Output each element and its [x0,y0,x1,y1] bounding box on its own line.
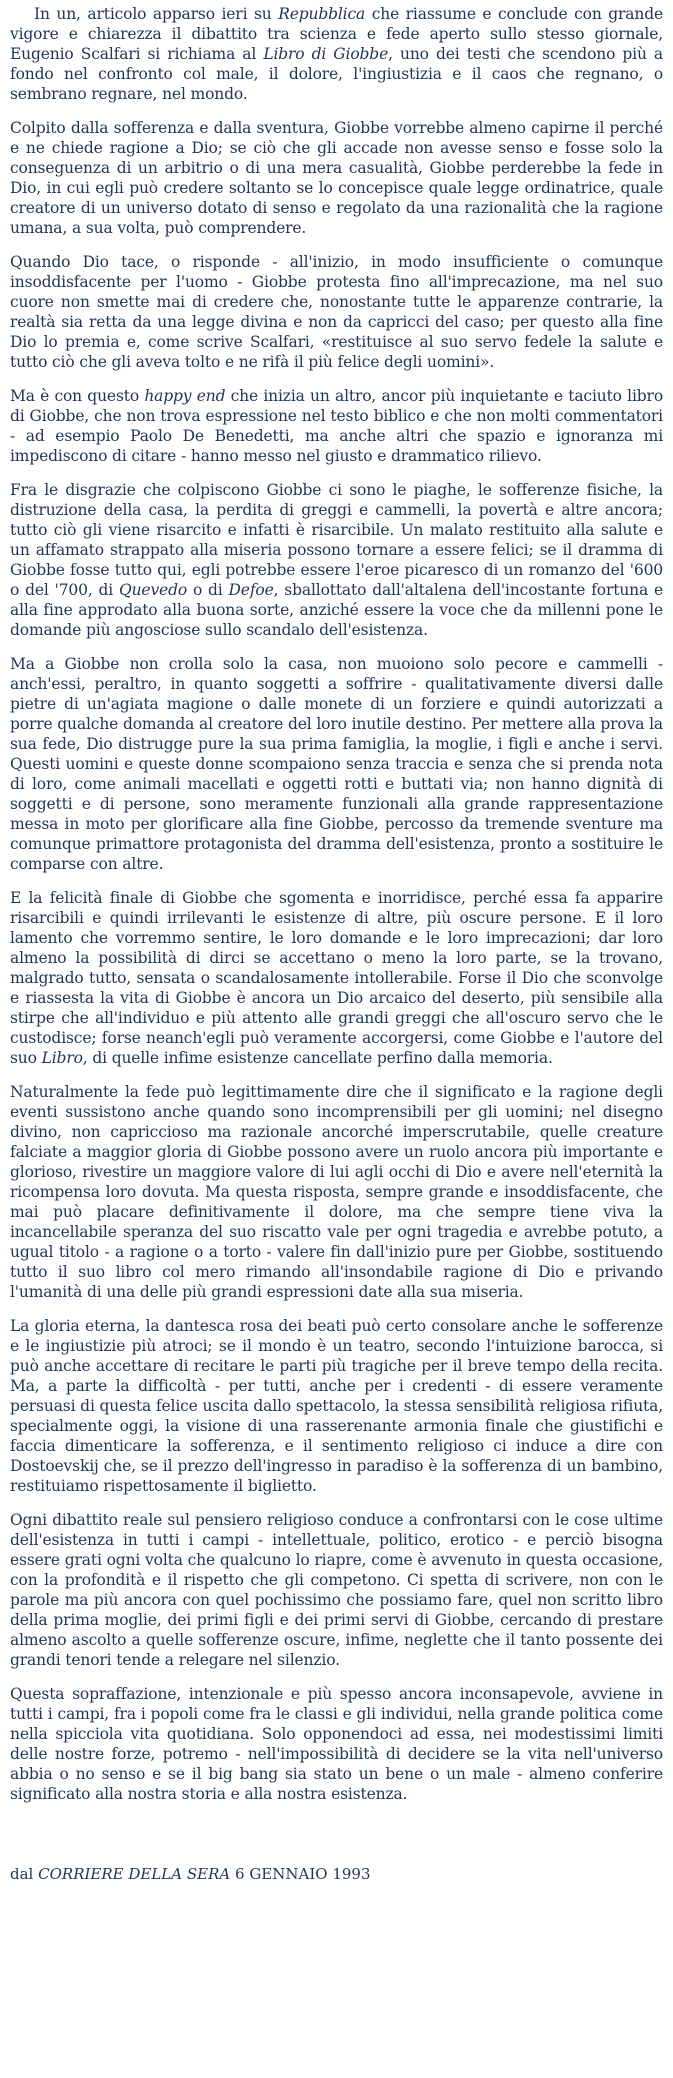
paragraph-text: Colpito dalla sofferenza e dalla sventura, Giobbe vorrebbe almeno capirne il perché e ne chiede ragione a Dio; se ciò che gli accade non avesse senso e fosse solo la conseguenza di un arbitrio o di una mera casualità, Giobbe perderebbe la fede in Dio, in cui egli può credere soltanto se lo concepisce quale legge ordinatrice, quale creatore di un universo dotato di senso e regolato da una razionalità che la ragione umana, a sua volta, può comprendere. [10,119,663,237]
paragraph-text: Ma è con questo [10,387,145,405]
paragraph-text: , uno dei testi che scendono più a fondo nel confronto col male, il dolore, l'ingiustizia e il caos che regnano, o sembrano regnare, nel mondo. [10,45,663,103]
italic-text: Libro di Giobbe [263,45,389,63]
italic-text: Repubblica [278,5,366,23]
article-paragraph [10,1082,663,1302]
paragraph-text: , sballottato dall'altalena dell'incostante fortuna e alla fine approdato alla buona sorte, anziché essere la voce che da millenni pone le domande più angosciose sullo scandalo dell'esistenza. [10,581,664,639]
paragraph-text: , di quelle infime esistenze cancellate perfino dalla memoria. [82,1049,553,1067]
article-paragraph [10,4,663,104]
article-paragraph [10,386,663,466]
article-source [10,1864,663,1884]
article-paragraph [10,888,663,1068]
source-date: 6 GENNAIO 1993 [230,1865,371,1883]
article-paragraph [10,1510,663,1670]
article-paragraph [10,480,663,640]
source-prefix: dal [10,1865,39,1883]
paragraph-text: E la felicità finale di Giobbe che sgomenta e inorridisce, perché essa fa apparire risarcibili e quindi irrilevanti le esistenze di altre, più oscure persone. E il loro lamento che vorremmo sentire, le loro domande e le loro imprecazioni; dar loro almeno la possibilità di dirci se accettano o meno la loro parte, se la trovano, malgrado tutto, sensata o scandalosamente intollerabile. Forse il Dio che sconvolge e riassesta la vita di Giobbe è ancora un Dio arcaico del deserto, più sensibile alla stirpe che all'individuo e più attento alle grandi greggi che all'oscuro servo che le custodisce; forse neanch'egli può veramente accorgersi, come Giobbe e l'autore del suo [10,889,663,1067]
paragraph-text: In un, articolo apparso ieri su [34,5,279,23]
article-paragraph [10,654,663,874]
paragraph-text: che riassume e conclude con grande vigore e chiarezza il dibattito tra scienza e fede aperto sullo stesso giornale, Eugenio Scalfari si richiama al [10,5,663,63]
paragraph-text: La gloria eterna, la dantesca rosa dei beati può certo consolare anche le sofferenze e le ingiustizie più atroci; se il mondo è un teatro, secondo l'intuizione barocca, si può anche accettare di recitare le parti più tragiche per il breve tempo della recita. Ma, a parte la difficoltà - per tutti, anche per i credenti - di essere veramente persuasi di questa felice uscita dallo spettacolo, la stessa sensibilità religiosa rifiuta, specialmente oggi, la visione di una rasserenante armonia finale che giustifichi e faccia dimenticare la sofferenza, e il sentimento religioso ci induce a dire con Dostoevskij che, se il prezzo dell'ingresso in paradiso è la sofferenza di un bambino, restituiamo rispettosamente il biglietto. [10,1317,663,1495]
article-paragraph [10,1316,663,1496]
paragraph-text: Ogni dibattito reale sul pensiero religioso conduce a confrontarsi con le cose ultime dell'esistenza in tutti i campi - intellettuale, politico, erotico - e perciò bisogna essere grati ogni volta che qualcuno lo riapre, come è avvenuto in questa occasione, con la profondità e il rispetto che gli competono. Ci spetta di scrivere, non con le parole ma più ancora con quel pochissimo che possiamo fare, quel non scritto libro della prima moglie, dei primi figli e dei primi servi di Giobbe, cercando di prestare almeno ascolto a quelle sofferenze oscure, infime, neglette che il tanto possente dei grandi tenori tende a relegare nel silenzio. [10,1511,663,1669]
article-body [10,4,663,1804]
paragraph-text: Naturalmente la fede può legittimamente dire che il significato e la ragione degli eventi sussistono anche quando sono incomprensibili per gli uomini; nel disegno divino, non capriccioso ma razionale ancorché imperscrutabile, quelle creature falciate a maggior gloria di Giobbe possono avere un ruolo ancora più importante e glorioso, rivestire un maggiore valore di lui agli occhi di Dio e avere nell'eternità la ricompensa loro dovuta. Ma questa risposta, sempre grande e insoddisfacente, che mai può placare definitivamente il dolore, ma che sempre tiene viva la incancellabile speranza del suo riscatto vale per ogni tragedia e avrebbe potuto, a ugual titolo - a ragione o a torto - valere fin dall'inizio pure per Giobbe, sostituendo tutto il suo libro col mero rimando all'insondabile ragione di Dio e privando l'umanità di una delle più grandi espressioni date alla sua miseria. [10,1083,663,1301]
article-paragraph [10,252,663,372]
italic-text: Libro [41,1049,83,1067]
source-publication: CORRIERE DELLA SERA [38,1865,231,1883]
italic-text: happy end [144,387,226,405]
italic-text: Defoe [228,581,274,599]
paragraph-text: che inizia un altro, ancor più inquietante e taciuto libro di Giobbe, che non trova espressione nel testo biblico e che non molti commentatori - ad esempio Paolo De Benedetti, ma anche altri che spazio e ignoranza mi impediscono di citare - hanno messo nel giusto e drammatico rilievo. [10,387,663,465]
article-paragraph [10,1684,663,1804]
paragraph-text: Ma a Giobbe non crolla solo la casa, non muoiono solo pecore e cammelli - anch'essi, peraltro, in quanto soggetti a soffrire - qualitativamente diversi dalle pietre di un'agiata magione o dalle monete di un forziere e quindi autorizzati a porre qualche domanda al creatore del loro inutile destino. Per mettere alla prova la sua fede, Dio distrugge pure la sua prima famiglia, la moglie, i figli e anche i servi. Questi uomini e queste donne scompaiono senza traccia e senza che si prenda nota di loro, come animali macellati e oggetti rotti e buttati via; non hanno dignità di soggetti e di persone, sono meramente funzionali alla grande rappresentazione messa in moto per glorificare alla fine Giobbe, percosso da tremende sventure ma comunque primattore protagonista del dramma dell'esistenza, pronto a sostituire le comparse con altre. [10,655,663,873]
spacer [10,1818,663,1864]
article-paragraph [10,118,663,238]
paragraph-text: Fra le disgrazie che colpiscono Giobbe ci sono le piaghe, le sofferenze fisiche, la distruzione della casa, la perdita di greggi e cammelli, la povertà e altre ancora; tutto ciò gli viene risarcito e infatti è risarcibile. Un malato restituito alla salute e un affamato strappato alla miseria possono tornare a essere felici; se il dramma di Giobbe fosse tutto qui, egli potrebbe essere l'eroe picaresco di un romanzo del '600 o del '700, di [10,481,663,599]
paragraph-text: Questa sopraffazione, intenzionale e più spesso ancora inconsapevole, avviene in tutti i campi, fra i popoli come fra le classi e gli individui, nella grande politica come nella spicciola vita quotidiana. Solo opponendoci ad essa, nei modestissimi limiti delle nostre forze, potremo - nell'impossibilità di decidere se la vita nell'universo abbia o no senso e se il big bang sia stato un bene o un male - almeno conferire significato alla nostra storia e alla nostra esistenza. [10,1685,663,1803]
paragraph-text: Quando Dio tace, o risponde - all'inizio, in modo insufficiente o comunque insoddisfacente per l'uomo - Giobbe protesta fino all'imprecazione, ma nel suo cuore non smette mai di credere che, nonostante tutte le apparenze contrarie, la realtà sia retta da una legge divina e non da capricci del caso; per questo alla fine Dio lo premia e, come scrive Scalfari, «restituisce al suo servo fedele la salute e tutto ciò che gli aveva tolto e ne rifà il più felice degli uomini». [10,253,663,371]
italic-text: Quevedo [119,581,188,599]
paragraph-text: o di [187,581,229,599]
article [10,0,663,1884]
